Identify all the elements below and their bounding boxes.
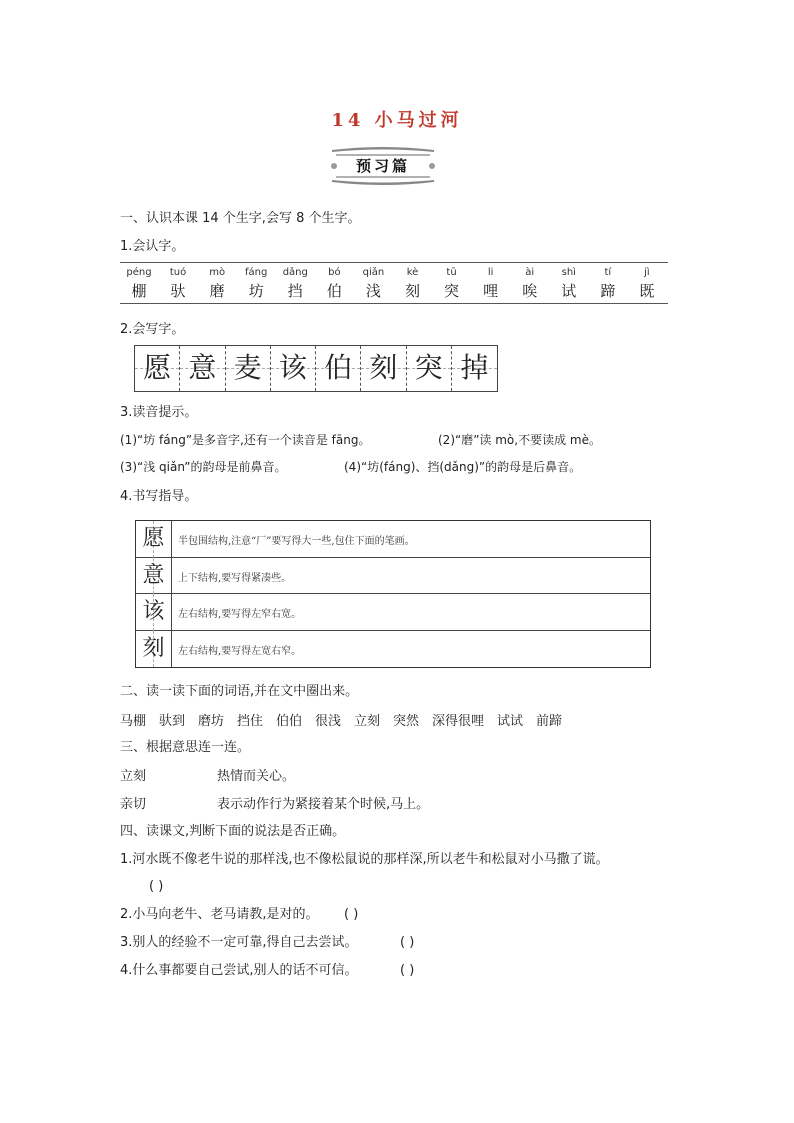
- vocab-word: 伯伯: [276, 714, 303, 729]
- section3-heading: 三、根据意思连一连。: [120, 740, 251, 755]
- recognize-char-item: [511, 263, 549, 301]
- pinyin-label: mò: [209, 267, 226, 278]
- recognize-char-item: [394, 263, 432, 301]
- vocab-word: 很浅: [315, 714, 342, 729]
- banner-label: 预习篇: [355, 157, 410, 175]
- writing-char: 意: [188, 351, 217, 384]
- guide-row: [136, 558, 650, 595]
- hanzi-char: 驮: [170, 282, 186, 300]
- judge-item-3: 3.别人的经验不一定可靠,得自己去尝试。: [120, 935, 358, 950]
- vocab-word: 磨坊: [198, 714, 225, 729]
- pinyin-label: kè: [406, 267, 419, 278]
- writing-char: 麦: [233, 351, 262, 384]
- section1-heading: 一、认识本课 14 个生字,会写 8 个生字。: [120, 211, 361, 226]
- pinyin-label: shì: [561, 267, 576, 278]
- writing-grid-cell: [316, 346, 361, 391]
- vocab-word: 试试: [497, 714, 524, 729]
- part4-label: 4.书写指导。: [120, 489, 198, 504]
- writing-char: 该: [278, 351, 307, 384]
- guide-char: 愿: [142, 526, 165, 551]
- vocab-word: 前蹄: [536, 714, 563, 729]
- vocab-word: 立刻: [354, 714, 381, 729]
- recognize-char-row: [120, 262, 668, 304]
- guide-text: 半包围结构,注意“厂”要写得大一些,包住下面的笔画。: [178, 536, 415, 547]
- judge-item-4: 4.什么事都要自己尝试,别人的话不可信。: [120, 963, 358, 978]
- hanzi-char: 挡: [287, 282, 303, 300]
- writing-char: 伯: [324, 351, 353, 384]
- hanzi-char: 唉: [522, 282, 538, 300]
- judge-blank-1[interactable]: ( ): [149, 879, 164, 894]
- writing-char: 掉: [460, 351, 489, 384]
- pinyin-label: péng: [126, 267, 152, 278]
- hanzi-char: 哩: [483, 282, 499, 300]
- hanzi-char: 浅: [365, 282, 381, 300]
- writing-grid-cell: [452, 346, 497, 391]
- judge-blank-4[interactable]: ( ): [400, 963, 415, 978]
- part2-label: 2.会写字。: [120, 322, 185, 337]
- guide-char-cell: [136, 521, 172, 558]
- match-left-2: 亲切: [120, 797, 147, 812]
- writing-grid-cell: [361, 346, 406, 391]
- guide-char: 意: [142, 562, 165, 588]
- section-banner: [330, 146, 436, 186]
- vocab-word: 挡住: [237, 714, 264, 729]
- hanzi-char: 棚: [131, 282, 147, 300]
- pinyin-label: tū: [446, 267, 457, 278]
- page-title: 14 小马过河: [331, 110, 463, 131]
- recognize-char-item: [354, 263, 392, 301]
- vocab-word: 马棚: [120, 714, 147, 729]
- section4-heading: 四、读课文,判断下面的说法是否正确。: [120, 824, 346, 839]
- pronunciation-tip-4: (4)“坊(fáng)、挡(dǎng)”的韵母是后鼻音。: [344, 460, 582, 474]
- guide-char-cell: [136, 558, 172, 595]
- judge-item-2: 2.小马向老牛、老马请教,是对的。: [120, 907, 319, 922]
- writing-char: 愿: [143, 351, 172, 384]
- writing-grid-cell: [271, 346, 316, 391]
- vocab-word: 深得很哩: [432, 714, 485, 729]
- writing-grid-cell: [180, 346, 225, 391]
- hanzi-char: 蹄: [600, 282, 616, 300]
- pronunciation-tip-1: (1)“坊 fáng”是多音字,还有一个读音是 fāng。: [120, 433, 371, 447]
- section2-heading: 二、读一读下面的词语,并在文中圈出来。: [120, 684, 359, 699]
- writing-char: 刻: [369, 351, 398, 384]
- match-right-2: 表示动作行为紧接着某个时候,马上。: [217, 797, 430, 812]
- hanzi-char: 既: [639, 282, 655, 300]
- writing-grid-cell: [226, 346, 271, 391]
- guide-char: 刻: [142, 635, 165, 661]
- judge-blank-2[interactable]: ( ): [344, 907, 359, 922]
- recognize-char-item: [198, 263, 236, 301]
- recognize-char-item: [120, 263, 158, 301]
- hanzi-char: 刻: [404, 282, 420, 300]
- guide-row: [136, 521, 650, 558]
- part3-label: 3.读音提示。: [120, 405, 198, 420]
- part1-label: 1.会认字。: [120, 239, 185, 254]
- pronunciation-tip-3: (3)“浅 qiǎn”的韵母是前鼻音。: [120, 460, 287, 474]
- hanzi-char: 突: [444, 282, 460, 300]
- pinyin-label: tuó: [169, 267, 187, 278]
- pronunciation-tip-2: (2)“磨”读 mò,不要读成 mè。: [438, 433, 601, 447]
- guide-text: 左右结构,要写得左窄右宽。: [178, 609, 302, 620]
- match-right-1: 热情而关心。: [217, 769, 296, 784]
- recognize-char-item: [276, 263, 314, 301]
- pinyin-label: jì: [644, 267, 650, 278]
- writing-grid: [134, 345, 498, 392]
- pinyin-label: dǎng: [282, 267, 308, 278]
- pinyin-label: bó: [328, 267, 341, 278]
- guide-row: [136, 631, 650, 668]
- pinyin-label: fáng: [245, 267, 268, 278]
- pinyin-label: qiǎn: [362, 267, 385, 278]
- recognize-char-item: [589, 263, 627, 301]
- recognize-char-item: [472, 263, 510, 301]
- guide-char-cell: [136, 631, 172, 668]
- guide-text: 左右结构,要写得左宽右窄。: [178, 645, 302, 657]
- judge-item-1: 1.河水既不像老牛说的那样浅,也不像松鼠说的那样深,所以老牛和松鼠对小马撒了谎。: [120, 852, 609, 867]
- recognize-char-item: [550, 263, 588, 301]
- hanzi-char: 伯: [326, 282, 342, 300]
- vocab-word: 突然: [393, 714, 420, 729]
- hanzi-char: 坊: [248, 282, 264, 300]
- recognize-char-item: [237, 263, 275, 301]
- match-left-1: 立刻: [120, 769, 147, 784]
- vocab-word: 驮到: [159, 714, 186, 729]
- pinyin-label: li: [487, 267, 494, 278]
- writing-grid-cell: [407, 346, 452, 391]
- judge-blank-3[interactable]: ( ): [400, 935, 415, 950]
- recognize-char-item: [628, 263, 666, 301]
- guide-char-cell: [136, 594, 172, 631]
- writing-guide-table: [135, 520, 651, 668]
- recognize-char-item: [433, 263, 471, 301]
- writing-grid-cell: [135, 346, 180, 391]
- guide-char: 该: [142, 599, 165, 624]
- pinyin-label: ài: [525, 267, 535, 278]
- writing-char: 突: [414, 351, 443, 384]
- recognize-char-item: [159, 263, 197, 301]
- hanzi-char: 磨: [209, 282, 225, 300]
- pinyin-label: tí: [604, 267, 612, 278]
- hanzi-char: 试: [561, 282, 577, 300]
- guide-row: [136, 594, 650, 631]
- guide-text: 上下结构,要写得紧凑些。: [178, 572, 292, 584]
- recognize-char-item: [315, 263, 353, 301]
